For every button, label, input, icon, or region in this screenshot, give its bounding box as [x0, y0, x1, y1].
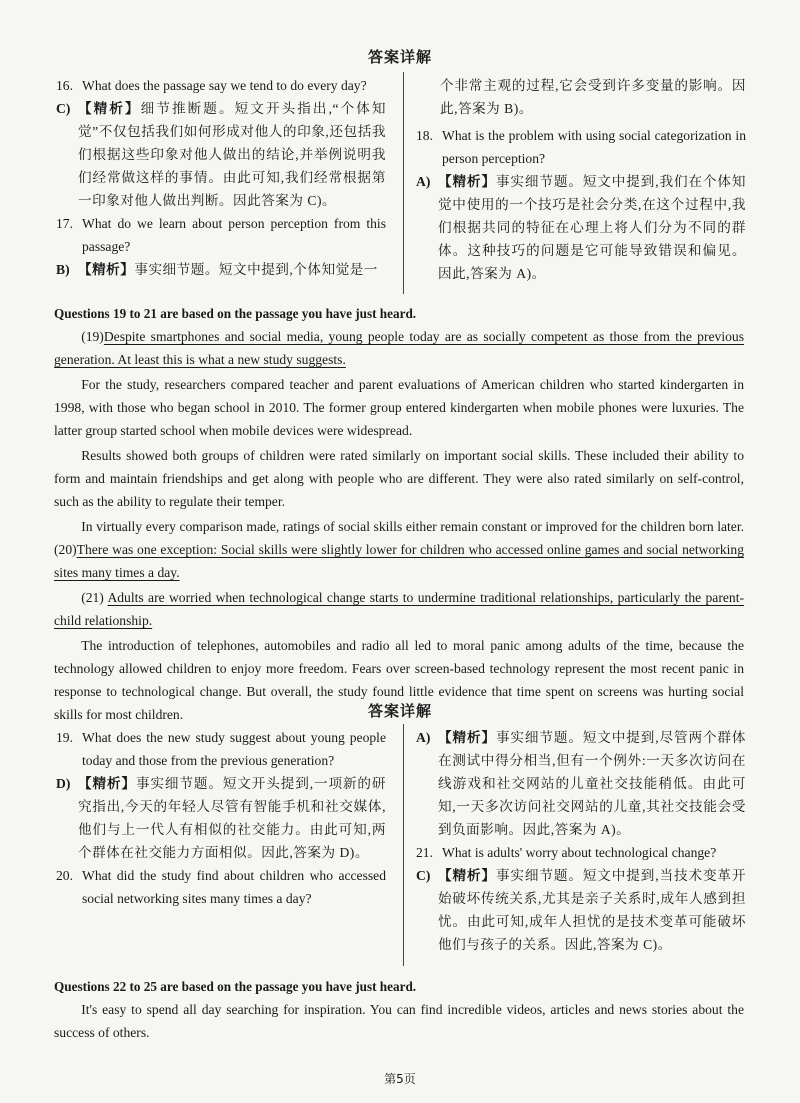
column-divider-bottom [403, 724, 404, 966]
question-17: 17. What do we learn about person perception from this passage? [56, 216, 386, 254]
answer-17-continued: 个非常主观的过程,它会受到许多变量的影响。因此,答案为 B)。 [440, 78, 746, 116]
section-heading-22-25: Questions 22 to 25 are based on the passage you have just heard. [54, 979, 417, 994]
bottom-left-column [56, 726, 386, 910]
passage-paragraph-5: (21) Adults are worried when technological change starts to undermine traditional relationships, particularly the parent-child relationship. [54, 590, 745, 628]
question-19: 19. What does the new study suggest about young people today and those from the previous generation? [56, 730, 386, 768]
answer-16: C) 【精析】细节推断题。短文开头指出,“个体知觉”不仅包括我们如何形成对他人的印象,还包括我们根据这些印象对他人做出的结论,并举例说明我们经常做这样的事情。由此可知,我们经常根据第一印象对他人做出判断。因此答案为 C)。 [56, 101, 387, 208]
top-right-column [416, 74, 746, 285]
section-title-top: 答案详解 [367, 48, 432, 66]
passage-paragraph-3: Results showed both groups of children were rated similarly on important social skills. These included their ability to form and maintain friendships and get along with people who are different. They were also rated similarly on self-control, such as the ability to regulate their temper. [54, 448, 744, 509]
bottom-right-column [416, 726, 746, 956]
top-left-column [56, 74, 386, 281]
section-title-bottom: 答案详解 [367, 702, 432, 720]
passage-22-25 [54, 998, 744, 1046]
question-20: 20. What did the study find about children who accessed social networking sites many times a day? [56, 868, 386, 906]
section-heading-19-21: Questions 19 to 21 are based on the passage you have just heard. [54, 306, 417, 321]
answer-19: D) 【精析】事实细节题。短文开头提到,一项新的研究指出,今天的年轻人尽管有智能手机和社交媒体,他们与上一代人有相似的社交能力。由此可知,两个群体在社交能力方面相似。因此,答案为 D)。 [56, 776, 387, 860]
passage-paragraph-4: In virtually every comparison made, ratings of social skills either remain constant or improved for the children born later. (20)There was one exception: Social skills were slightly lower for children who accessed online games and social networking sites many times a day. [54, 519, 744, 580]
question-18: 18. What is the problem with using social categorization in person perception? [416, 128, 746, 166]
answer-18: A) 【精析】事实细节题。短文中提到,我们在个体知觉中使用的一个技巧是社会分类,在这个过程中,我们根据共同的特征在心理上将人们分为不同的群体。这种技巧的问题是它可能导致错误和偏见。因此,答案为 A)。 [416, 174, 747, 281]
passage-paragraph-1: (19)Despite smartphones and social media, young people today are as socially competent as those from the previous generation. At least this is what a new study suggests. [54, 329, 744, 367]
page-number: 第5页 [384, 1072, 416, 1086]
passage-22-paragraph-1: It's easy to spend all day searching for inspiration. You can find incredible videos, articles and news stories about the success of others. [54, 1002, 744, 1040]
passage-paragraph-6: The introduction of telephones, automobiles and radio all led to moral panic among adults of the time, because the technology allowed children to enjoy more freedom. Fears over screen-based technology represent the most recent panic in response to technological change. But overall, the study found little evidence that time spent on screens was hurting social skills for most children. [54, 638, 744, 722]
passage-19-21 [54, 325, 744, 728]
question-21: 21. What is adults' worry about technological change? [416, 845, 717, 860]
question-16: 16. What does the passage say we tend to do every day? [56, 78, 367, 93]
passage-paragraph-2: For the study, researchers compared teacher and parent evaluations of American children who started kindergarten in 1998, with those who began school in 2010. The former group entered kindergarten when mobile phones were luxuries. The latter group started school when mobile devices were widespread. [54, 377, 744, 438]
answer-21: C) 【精析】事实细节题。短文中提到,当技术变革开始破坏传统关系,尤其是亲子关系时,成年人感到担忧。由此可知,成年人担忧的是技术变革可能破坏他们与孩子的关系。因此,答案为 C)。 [416, 868, 747, 952]
answer-20: A) 【精析】事实细节题。短文中提到,尽管两个群体在测试中得分相当,但有一个例外:一天多次访问在线游戏和社交网站的儿童社交技能稍低。由此可知,一天多次访问社交网站的儿童,其社交技能会受到负面影响。因此,答案为 A)。 [416, 730, 747, 837]
column-divider-top [403, 72, 404, 294]
answer-17: B) 【精析】事实细节题。短文中提到,个体知觉是一 [56, 262, 378, 277]
